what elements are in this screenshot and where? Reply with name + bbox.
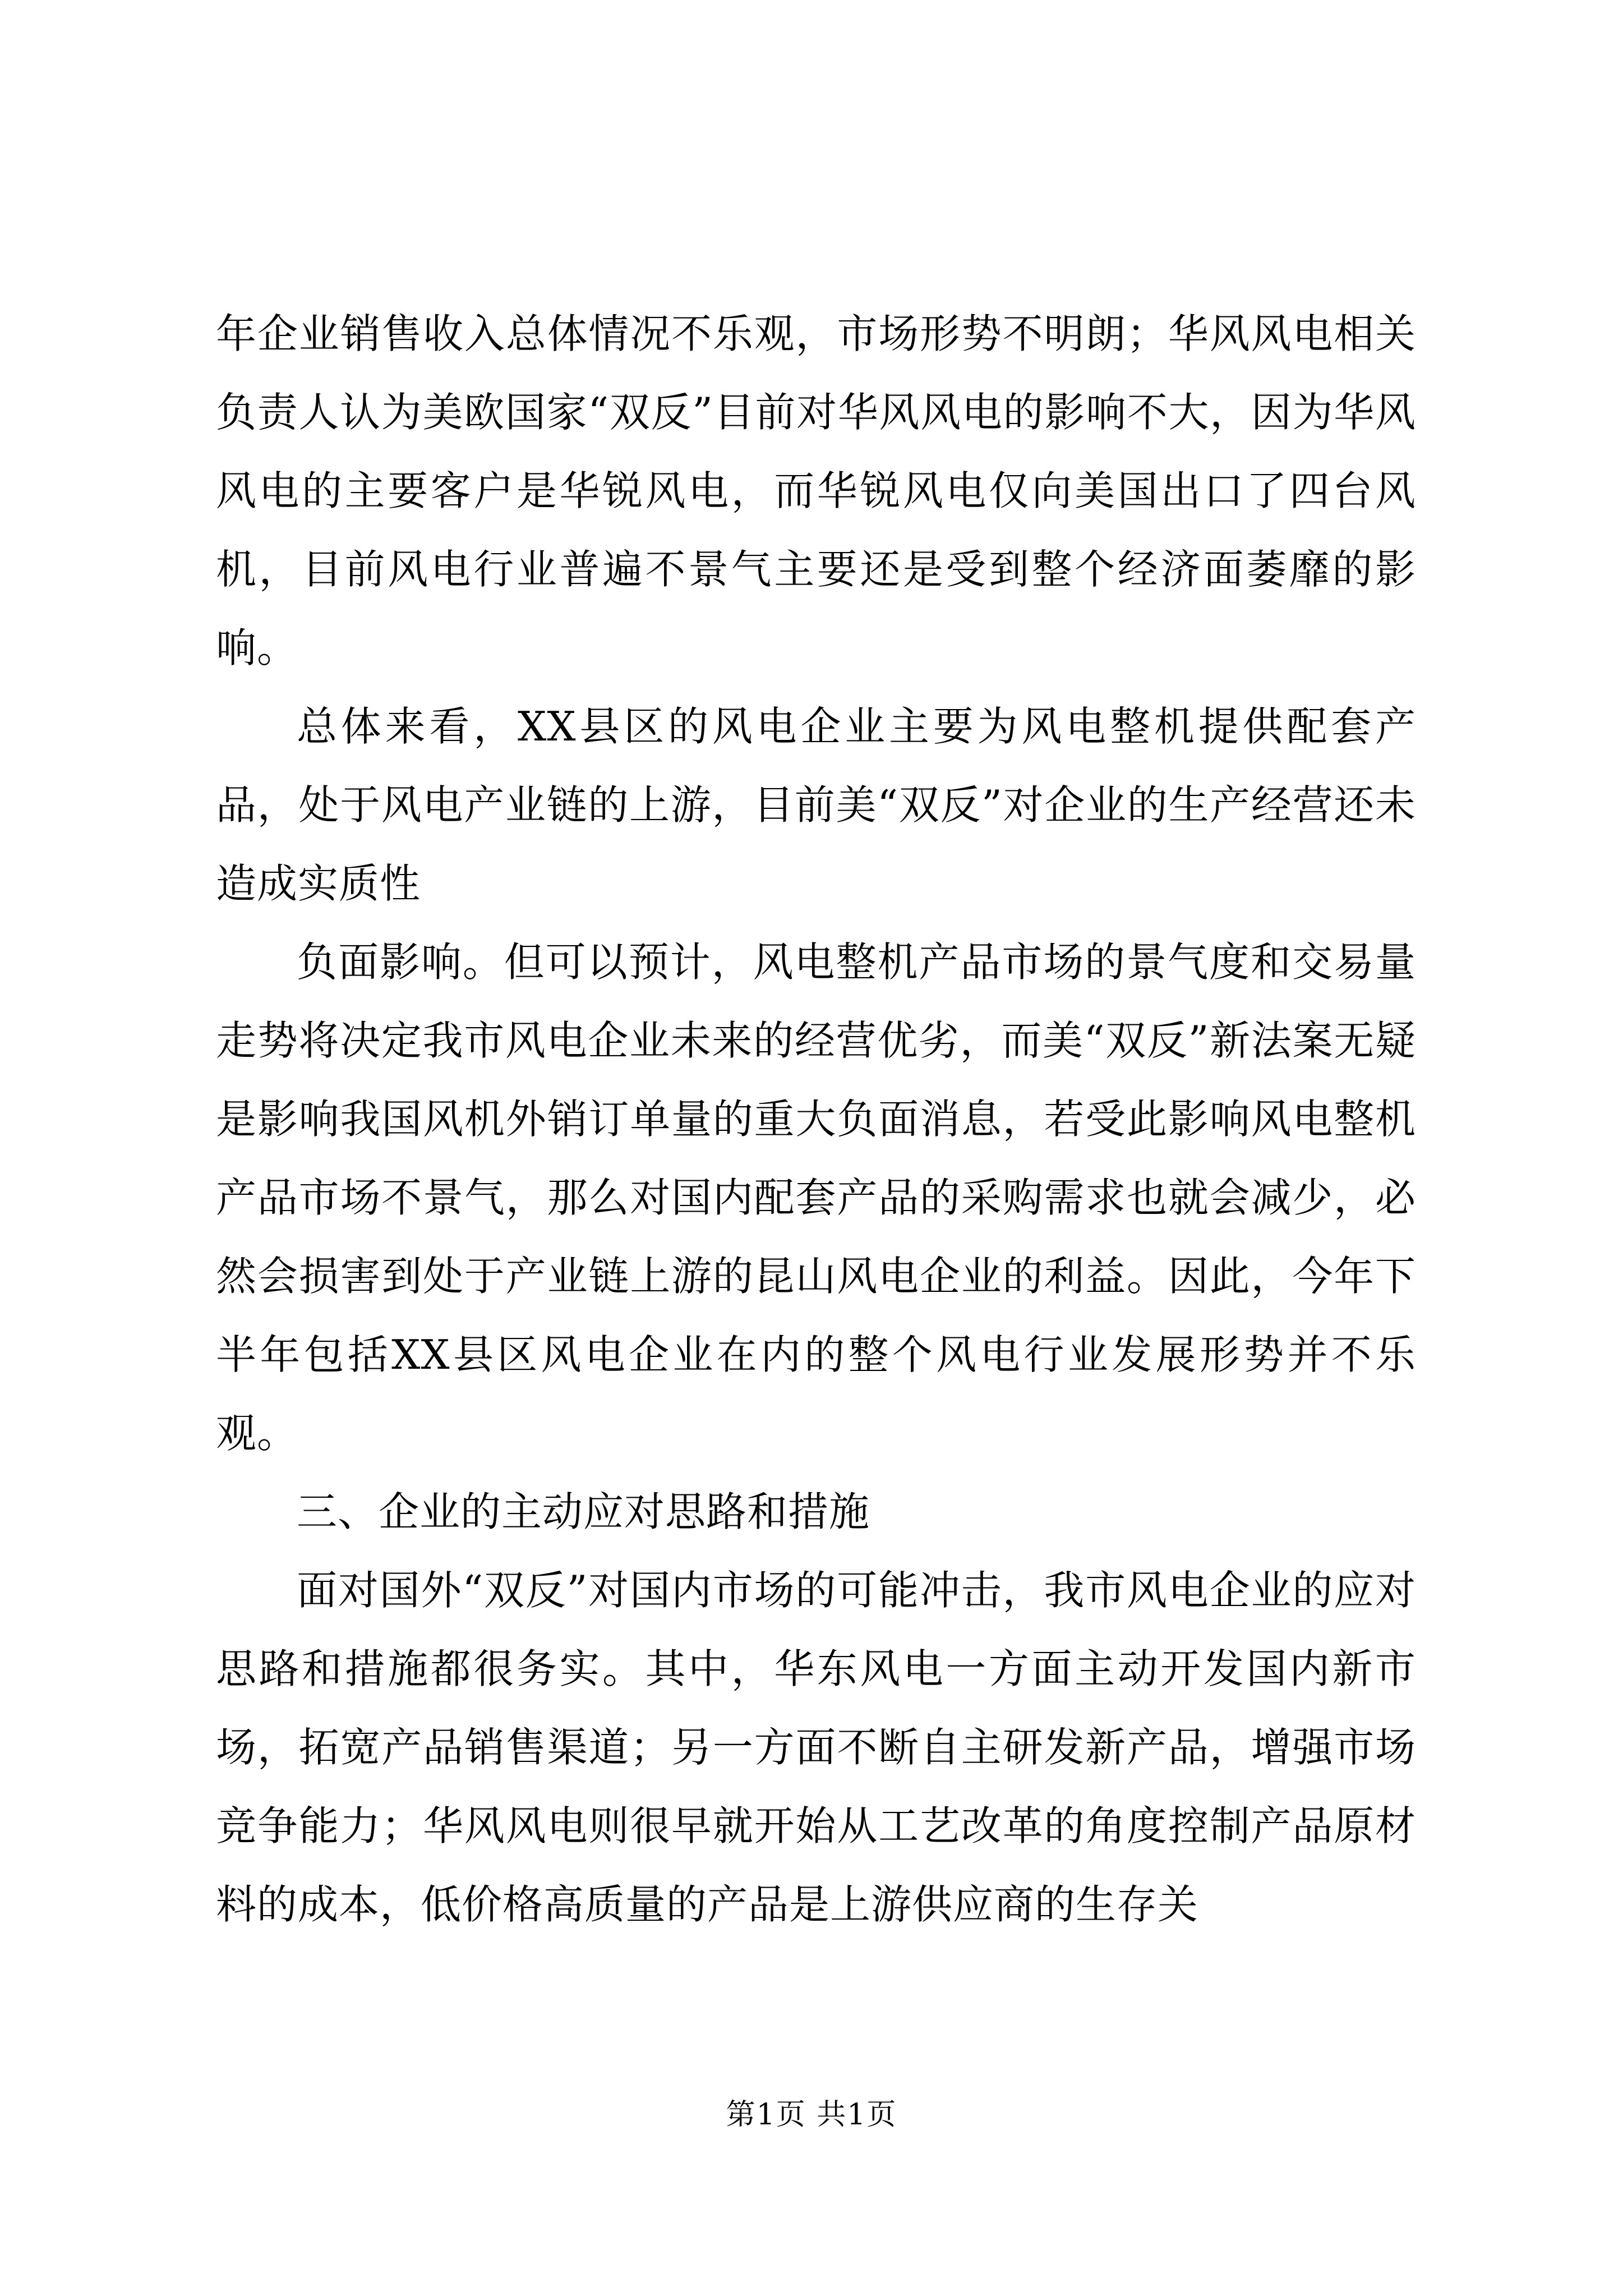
paragraph-3: 负面影响。但可以预计，风电整机产品市场的景气度和交易量走势将决定我市风电企业未来的经营优劣，而美“双反”新法案无疑是影响我国风机外销订单量的重大负面消息，若受此影响风电整机产品市场不景气，那么对国内配套产品的采购需求也就会减少，必然会损害到处于产业链上游的昆山风电企业的利益。因此，今年下半年包括XX县区风电企业在内的整个风电行业发展形势并不乐观。	[216, 938, 1416, 1457]
paragraph-2: 总体来看，XX县区的风电企业主要为风电整机提供配套产品，处于风电产业链的上游，目前美“双反”对企业的生产经营还未造成实质性	[216, 703, 1416, 907]
section-heading: 三、企业的主动应对思路和措施	[297, 1488, 870, 1535]
document-body	[216, 295, 1416, 1944]
paragraph-4: 面对国外“双反”对国内市场的可能冲击，我市风电企业的应对思路和措施都很务实。其中，华东风电一方面主动开发国内新市场，拓宽产品销售渠道；另一方面不断自主研发新产品，增强市场竞争能力；华风风电则很早就开始从工艺改革的角度控制产品原材料的成本，低价格高质量的产品是上游供应商的生存关	[216, 1567, 1416, 1928]
paragraph-1: 年企业销售收入总体情况不乐观，市场形势不明朗；华风风电相关负责人认为美欧国家“双反”目前对华风风电的影响不大，因为华风风电的主要客户是华锐风电，而华锐风电仅向美国出口了四台风机，目前风电行业普遍不景气主要还是受到整个经济面萎靡的影响。	[216, 310, 1416, 671]
page-footer: 第1页 共1页	[726, 2098, 897, 2132]
